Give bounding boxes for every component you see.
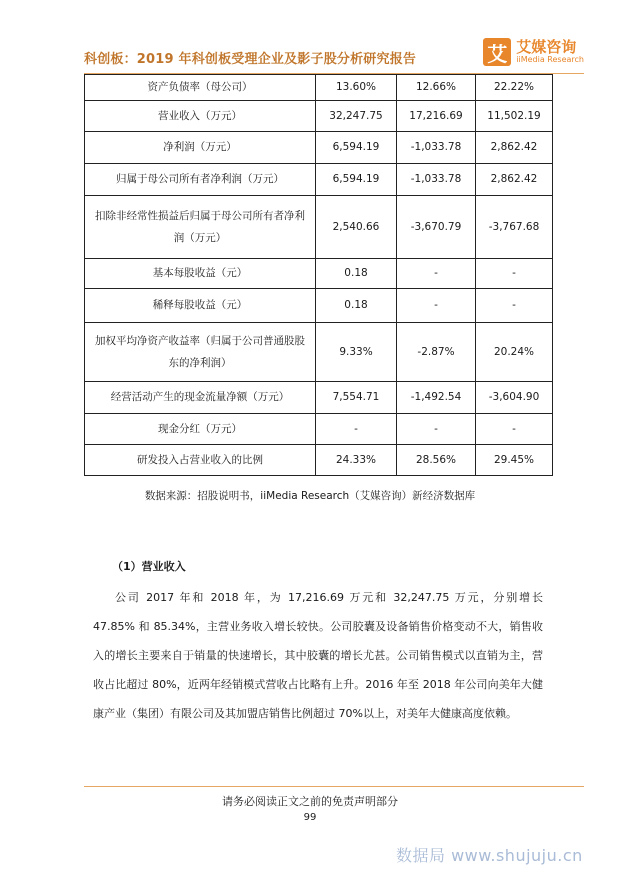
cell-value: 24.33% bbox=[316, 445, 397, 476]
cell-value: 7,554.71 bbox=[316, 382, 397, 414]
table-row bbox=[85, 289, 553, 323]
cell-value: -1,033.78 bbox=[397, 132, 476, 164]
row-label: 归属于母公司所有者净利润（万元） bbox=[85, 164, 316, 196]
row-label: 稀释每股收益（元） bbox=[85, 289, 316, 323]
section-heading: （1）营业收入 bbox=[112, 560, 186, 573]
cell-value: 6,594.19 bbox=[316, 132, 397, 164]
cell-value: 0.18 bbox=[316, 259, 397, 289]
cell-value: 29.45% bbox=[476, 445, 553, 476]
disclaimer-text: 请务必阅读正文之前的免责声明部分 bbox=[222, 795, 398, 808]
table-row bbox=[85, 259, 553, 289]
table-row bbox=[85, 75, 553, 101]
row-label: 资产负债率（母公司） bbox=[85, 75, 316, 101]
cell-value: - bbox=[316, 414, 397, 445]
table-row bbox=[85, 414, 553, 445]
cell-value: - bbox=[476, 289, 553, 323]
cell-value: 9.33% bbox=[316, 323, 397, 382]
cell-value: 22.22% bbox=[476, 75, 553, 101]
table-row bbox=[85, 132, 553, 164]
table-row bbox=[85, 445, 553, 476]
data-source-note: 数据来源：招股说明书，iiMedia Research（艾媒咨询）新经济数据库 bbox=[144, 490, 476, 502]
page-number: 99 bbox=[303, 812, 317, 823]
row-label: 净利润（万元） bbox=[85, 132, 316, 164]
cell-value: - bbox=[397, 289, 476, 323]
cell-value: 17,216.69 bbox=[397, 101, 476, 132]
table-row bbox=[85, 382, 553, 414]
body-paragraph bbox=[93, 583, 543, 728]
table-row bbox=[85, 196, 553, 259]
paragraph-text: 公司 2017 年和 2018 年，为 17,216.69 万元和 32,247.75 万元，分别增长 47.85% 和 85.34%，主营业务收入增长较快。公司胶囊及设备销售价格变动不大，销售收入的增长主要来自于销量的快速增长，其中胶囊的增长尤甚。公司销售模式以直销为主，营收占比超过 80%，近两年经销模式营收占比略有上升。2016 年至 2018 年公司向美年大健康产业（集团）有限公司及其加盟店销售比例超过 70%以上，对美年大健康高度依赖。 bbox=[93, 591, 543, 720]
cell-value: 11,502.19 bbox=[476, 101, 553, 132]
cell-value: 6,594.19 bbox=[316, 164, 397, 196]
page-header bbox=[84, 38, 584, 72]
cell-value: 28.56% bbox=[397, 445, 476, 476]
watermark: 数据局 www.shujuju.cn bbox=[396, 846, 583, 865]
cell-value: 12.66% bbox=[397, 75, 476, 101]
logo-mark-icon: 艾 bbox=[483, 38, 511, 66]
row-label: 经营活动产生的现金流量净额（万元） bbox=[85, 382, 316, 414]
table-row bbox=[85, 323, 553, 382]
cell-value: -1,033.78 bbox=[397, 164, 476, 196]
cell-value: 13.60% bbox=[316, 75, 397, 101]
cell-value: -3,604.90 bbox=[476, 382, 553, 414]
report-title: 科创板：2019 年科创板受理企业及影子股分析研究报告 bbox=[84, 52, 417, 67]
financial-table bbox=[84, 74, 553, 476]
logo-en: iiMedia Research bbox=[516, 55, 584, 64]
cell-value: -3,767.68 bbox=[476, 196, 553, 259]
row-label: 加权平均净资产收益率（归属于公司普通股股东的净利润） bbox=[85, 323, 316, 382]
cell-value: -3,670.79 bbox=[397, 196, 476, 259]
row-label: 营业收入（万元） bbox=[85, 101, 316, 132]
cell-value: - bbox=[476, 414, 553, 445]
cell-value: - bbox=[476, 259, 553, 289]
cell-value: 20.24% bbox=[476, 323, 553, 382]
cell-value: 2,862.42 bbox=[476, 164, 553, 196]
cell-value: 2,862.42 bbox=[476, 132, 553, 164]
logo-cn: 艾媒咨询 bbox=[516, 38, 577, 56]
cell-value: 2,540.66 bbox=[316, 196, 397, 259]
row-label: 研发投入占营业收入的比例 bbox=[85, 445, 316, 476]
table-row bbox=[85, 164, 553, 196]
logo-text bbox=[516, 39, 584, 65]
row-label: 基本每股收益（元） bbox=[85, 259, 316, 289]
cell-value: - bbox=[397, 259, 476, 289]
cell-value: 0.18 bbox=[316, 289, 397, 323]
row-label: 扣除非经常性损益后归属于母公司所有者净利润（万元） bbox=[85, 196, 316, 259]
cell-value: - bbox=[397, 414, 476, 445]
table-row bbox=[85, 101, 553, 132]
cell-value: -2.87% bbox=[397, 323, 476, 382]
cell-value: -1,492.54 bbox=[397, 382, 476, 414]
cell-value: 32,247.75 bbox=[316, 101, 397, 132]
row-label: 现金分红（万元） bbox=[85, 414, 316, 445]
iimedia-logo bbox=[483, 38, 584, 66]
footer-divider bbox=[84, 786, 584, 787]
